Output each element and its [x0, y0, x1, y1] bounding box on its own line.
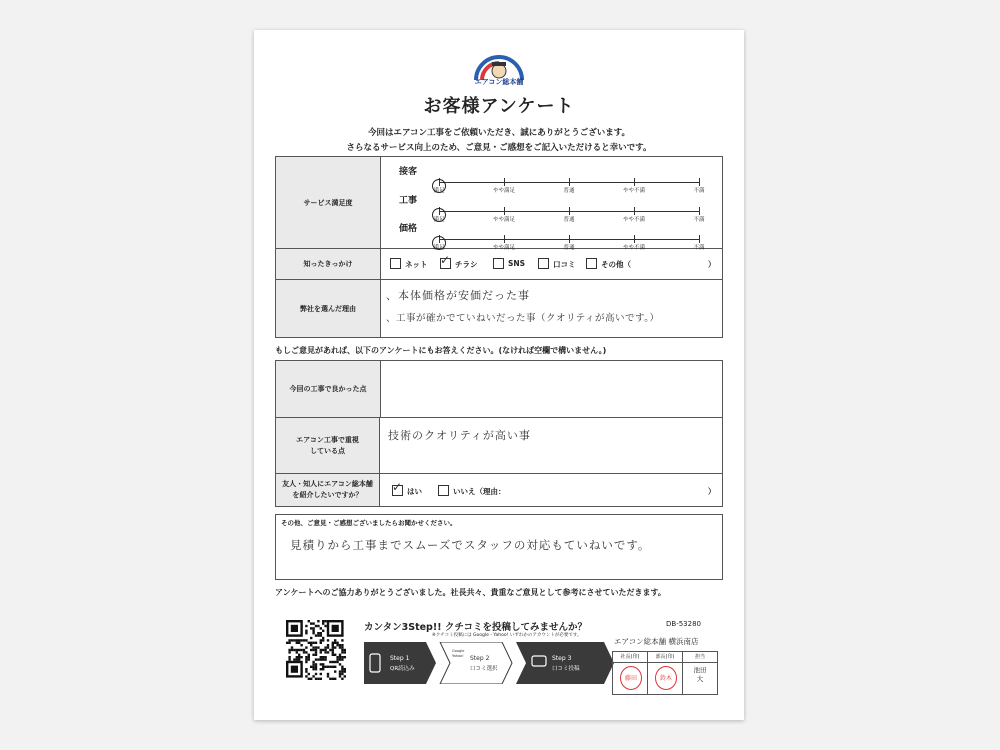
satisfaction-category-2: 価格 [399, 224, 418, 234]
yahoo-label: Yahoo! [452, 654, 464, 658]
rating-label: やや満足 [492, 188, 515, 194]
rating-tick[interactable] [504, 207, 505, 215]
rating-label: やや不満 [622, 188, 645, 194]
source-net-checkbox[interactable] [390, 258, 401, 269]
source-other-checkbox[interactable] [586, 258, 597, 269]
source-review-label: 口コミ [553, 260, 576, 269]
priority-label: エアコン工事で重視している点 [276, 418, 380, 473]
rating-tick[interactable] [504, 178, 505, 186]
rating-tick[interactable] [699, 178, 700, 186]
check-mark-icon: ✓ [440, 253, 451, 267]
logo-text: エアコン総本舗 [474, 78, 524, 86]
referral-no-checkbox[interactable] [438, 485, 449, 496]
stamp-head: 担当 [683, 652, 717, 663]
survey-table [275, 156, 723, 338]
source-net-label: ネット [405, 260, 428, 269]
rating-label: やや不満 [622, 245, 645, 251]
intro-line-1: 今回はエアコン工事をご依頼いただき、誠にありがとうございます。 [367, 128, 631, 138]
step-3-text: 口コミ投稿 [552, 666, 580, 672]
rating-selected-circle [432, 208, 446, 222]
seal-stamp: 藤田 [620, 666, 642, 690]
survey-sheet [254, 30, 744, 720]
reason-line-2: 、工事が確かでていねいだった事（クオリティが高いです。） [386, 313, 660, 324]
source-sns-label: SNS [508, 259, 526, 268]
reason-label: 弊社を選んだ理由 [276, 280, 381, 337]
banner-note: ※クチコミ投稿には Google・Yahoo! いずれかのアカウントが必要です。 [432, 633, 582, 638]
referral-no-label: いいえ（理由： [453, 487, 506, 496]
source-flyer-label: チラシ [455, 260, 478, 269]
rating-label: 満足 [433, 188, 445, 194]
rating-tick[interactable] [699, 235, 700, 243]
company-logo [472, 52, 526, 90]
other-label: その他、ご意見・ご感想ございましたらお聞かせください。 [281, 519, 457, 527]
intro-line-2: さらなるサービス向上のため、ご意見・ご感想をご記入いただけると幸いです。 [346, 143, 652, 153]
step-1-text: QR読込み [390, 666, 415, 672]
rating-tick[interactable] [569, 178, 570, 186]
source-other-label: その他（ [601, 260, 631, 269]
shop-name: エアコン総本舗 横浜南店 [614, 637, 699, 646]
rating-label: 不満 [693, 188, 705, 194]
stamp-manager [648, 652, 683, 694]
rating-label: 満足 [433, 217, 445, 223]
rating-label: やや満足 [492, 217, 515, 223]
rating-tick[interactable] [569, 207, 570, 215]
check-mark-icon: ✓ [392, 480, 403, 494]
google-label: Google [452, 649, 465, 653]
good-points-label: 今回の工事で良かった点 [276, 361, 381, 417]
source-label: 知ったきっかけ [276, 249, 381, 279]
source-other-close: ） [708, 260, 716, 269]
staff-name: 大 [696, 675, 704, 683]
rating-tick[interactable] [569, 235, 570, 243]
rating-tick[interactable] [634, 235, 635, 243]
rating-selected-circle [432, 236, 446, 250]
rating-label: 普通 [563, 188, 575, 194]
optional-request: もしご意見があれば、以下のアンケートにもお答えください。(なければ空欄で構いません。) [275, 346, 607, 355]
rating-tick[interactable] [699, 207, 700, 215]
stamp-president [613, 652, 648, 694]
rating-label: 普通 [563, 217, 575, 223]
stamp-staff [683, 652, 717, 694]
rating-label: 不満 [693, 245, 705, 251]
rating-label: やや不満 [622, 217, 645, 223]
referral-label: 友人・知人にエアコン総本舗を紹介したいですか？ [276, 474, 380, 506]
referral-no-close: ） [708, 487, 716, 496]
thanks-text: アンケートへのご協力ありがとうございました。社長共々、貴重なご意見として参考にさせていただきます。 [275, 588, 666, 597]
review-steps [364, 642, 614, 684]
approval-stamps [612, 651, 718, 695]
other-answer: 見積りから工事までスムーズでスタッフの対応もていねいです。 [290, 538, 651, 552]
source-sns-checkbox[interactable] [493, 258, 504, 269]
step-2-text: 口コミ選択 [470, 666, 498, 672]
reason-line-1: 、本体価格が安価だった事 [386, 289, 530, 302]
banner-title: カンタン3Step!! クチコミを投稿してみませんか？ [364, 622, 587, 633]
stamp-head: 部長(印) [648, 652, 682, 663]
rating-tick[interactable] [634, 207, 635, 215]
rating-label: 普通 [563, 245, 575, 251]
staff-names [683, 666, 717, 684]
step-3-num: Step 3 [552, 655, 572, 662]
rating-label: やや満足 [492, 245, 515, 251]
rating-tick[interactable] [634, 178, 635, 186]
source-review-checkbox[interactable] [538, 258, 549, 269]
optional-table [275, 360, 723, 507]
priority-answer: 技術のクオリティが高い事 [388, 429, 531, 442]
rating-selected-circle [432, 179, 446, 193]
satisfaction-label: サービス満足度 [276, 157, 381, 248]
document-number: DB-53280 [666, 620, 701, 628]
satisfaction-category-1: 工事 [399, 196, 418, 206]
stamp-head: 社長(印) [613, 652, 647, 663]
qr-code[interactable] [286, 620, 346, 680]
referral-yes-label: はい [407, 487, 422, 496]
rating-label: 満足 [433, 245, 445, 251]
seal-stamp: 鈴木 [655, 666, 677, 690]
other-comments-box [275, 514, 723, 580]
step-2-num: Step 2 [470, 655, 490, 662]
step-1-num: Step 1 [390, 655, 410, 662]
staff-name: 池田 [693, 666, 707, 674]
satisfaction-category-0: 接客 [399, 167, 418, 177]
page-title: お客様アンケート [423, 96, 575, 117]
rating-label: 不満 [693, 217, 705, 223]
rating-tick[interactable] [504, 235, 505, 243]
